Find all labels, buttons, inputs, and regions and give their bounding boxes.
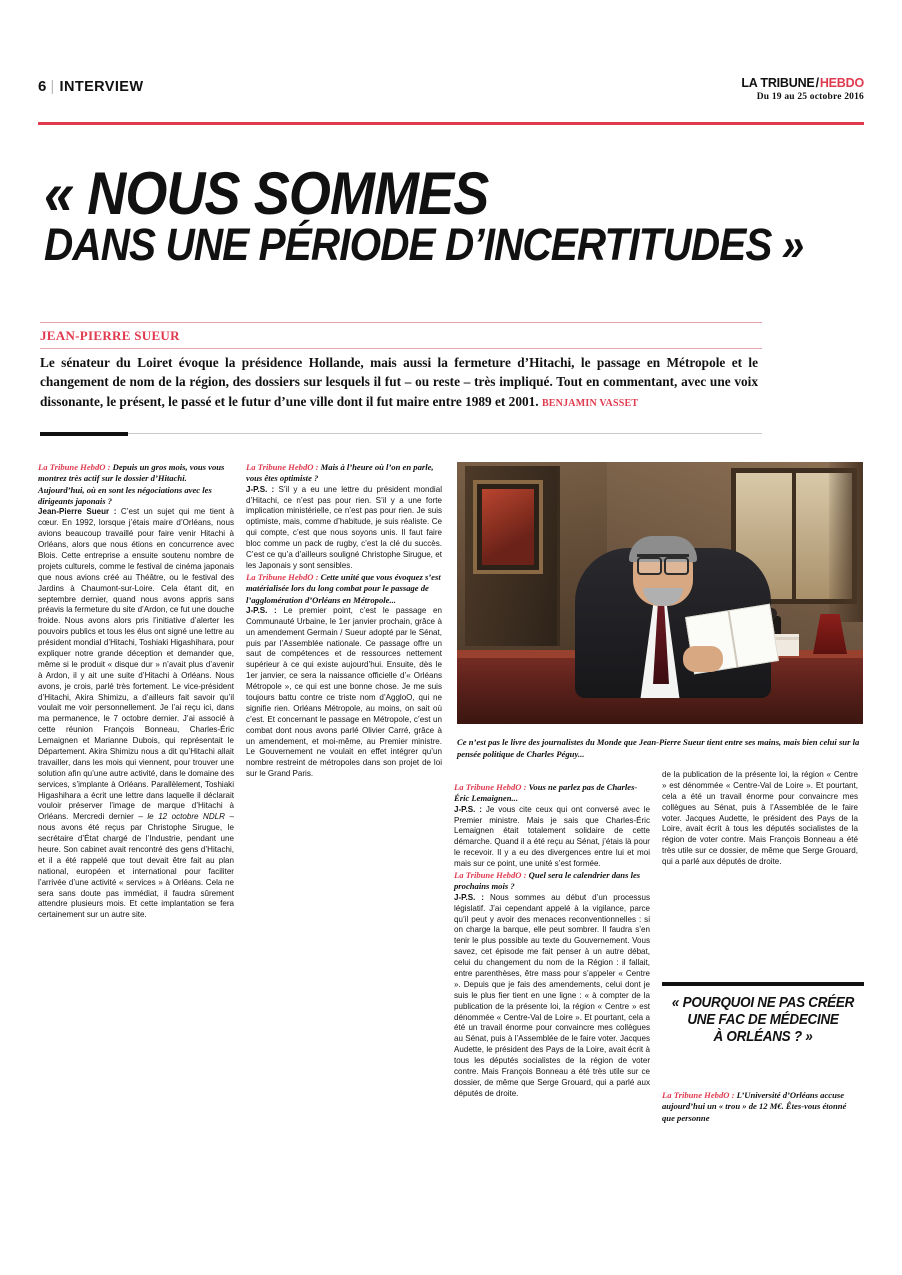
question-text: Quel sera le calendrier dans les prochains mois ? [454,870,641,892]
photo-subject-glasses [637,554,689,572]
pull-quote-line-2: UNE FAC DE MÉDECINE [687,1011,839,1028]
article-column-2 [246,462,442,1192]
section-label: INTERVIEW [59,79,144,95]
answer-text: C’est un sujet qui me tient à cœur. En 1992, lorsque j’étais maire d’Orléans, nous avions beaucoup travaillé pour faire venir Hitachi à Orléans, alors que nous étions en concurrence avec Blois. Cette entreprise a ensuite soutenu nombre de projets culturels, comme le festival de cinéma japonais que nous avions créé au Théâtre, ou le festival des Jardins à Chaumont-sur-Loire. Cela étant dit, en septembre dernier, quand nous avons appris sans préavis la fermeture du site d’Ardon, ce fut une douche froide. Nous avons alors pris l’initiative d’alerter les pouvoirs publics et tous les élus ont signé une lettre au président mondial d’Hitachi, Toshiaki Higashihara, pour expliquer notre grande déception et demander que, même si le produit « disque dur » n’avait plus d’avenir à Ardon, il y ait une suite d’Hitachi à Orléans. Nous avons, je crois, parlé très fortement. Le vice-président d’Hitachi, Akira Shimizu, a d’ailleurs fait savoir qu’il voulait me voir personnellement. Je l’ai reçu ici, dans ma permanence, le 7 octobre dernier. J’ai associé à cette réunion François Bonneau, Charles-Éric Lemaignen et Marianne Dubois, qui représentait le Département. Akira Shimizu nous a dit qu’Hitachi allait travailler, dans les mois qui viennent, pour trouver une solution afin qu’une autre activité, dans le domaine des services, s’implante à Orléans. Parallèlement, Toshiaki Higashihara a écrit une lettre dans laquelle il déclarait vouloir préserver l’image de marque d’Hitachi à Orléans. Mercredi dernier – [38,507,234,822]
answer-text: S’il y a eu une lettre du président mondial d’Hitachi, ce n’est pas pour rien. S’il y a une forte implication ministérielle, ce n’est pas pour rien. Je suis optimiste, mais, comme d’habitude, je suis réaliste. Ce qui compte, c’est que nous soyons unis. Il faut faire bloc comme un pack de rugby, c’est la clé du succès. C’est ce qu’a d’ailleurs souligné Christophe Sirugue, et les Japonais y sont sensibles. [246,484,442,570]
question-label: La Tribune HebdO : [454,870,527,881]
question-2 [246,462,442,485]
question-6 [662,1090,858,1124]
question-text: L’Université d’Orléans accuse aujourd’hui un « trou » de 12 M€. Êtes-vous étonné que personne [662,1090,847,1123]
pull-quote-line-3: À ORLÉANS ? » [713,1028,813,1045]
question-text: Vous ne parlez pas de Charles-Éric Lemaignen... [454,782,638,804]
pull-quote-text [669,995,857,1045]
headline-line-1: « NOUS SOMMES [44,160,489,227]
question-label: La Tribune HebdO : [38,462,111,472]
question-text: Depuis un gros mois, vous vous montrez très actif sur le dossier d’Hitachi. Aujourd’hui, où en sont les négociations avec les dirigeants japonais ? [38,462,225,507]
answer-ndlr: le 12 octobre NDLR [147,812,225,822]
question-text: Cette unité que vous évoquez s’est matérialisée lors du long combat pour le passage de l’agglomération d’Orléans en Métropole... [246,571,441,605]
standfirst-rule-top [40,322,762,323]
answer-2 [246,485,442,572]
question-1 [38,462,234,507]
author-credit: BENJAMIN VASSET [541,397,639,409]
photo-caption: Ce n’est pas le livre des journalistes du Monde que Jean-Pierre Sueur tient entre ses mains, mais bien celui sur la pensée politique de Charles Péguy... [457,737,860,760]
photo-curtain [829,462,863,622]
question-label: La Tribune HebdO : [246,571,319,582]
answer-5 [454,893,650,1100]
photo-subject-hands [683,646,723,672]
page-title [44,160,804,270]
dateline: Du 19 au 25 octobre 2016 [756,92,864,102]
answer-speaker: J-P.S. : [246,605,277,615]
answer-text: Le premier point, c’est le passage en Communauté Urbaine, le 1er janvier prochain, grâce à un amendement Germain / Sueur adopté par le Sénat, puis par l’Assemblée nationale. Ce passage offre un saut de compétences et de ressources nettement supérieur à ce qui existe aujourd’hui. Ensuite, dès le 1er janvier, ce sera la naissance officielle d’« Orléans Métropole », ce qui est une bonne chose. Je me suis toujours battu contre ce triste nom d’AggloO, qui ne signifie rien. Orléans Métropole, au moins, on sait où c’est. Et concernant le passage en Métropole, c’est un combat dont nous avons parlé Olivier Carré, grâce à un amendement, et moi-même, au Premier ministre. Le Gouvernement ne voulait en effet intégrer qu’un nombre restreint de métropoles dans son projet de loi sur le Grand Paris. [246,605,442,779]
folio-divider: | [50,79,55,95]
question-label: La Tribune HebdO : [662,1090,735,1100]
article-column-5 [662,1090,858,1190]
header-rule [38,122,864,125]
question-text: Mais à l’heure où l’on en parle, vous êtes optimiste ? [246,462,434,484]
article-column-4 [662,770,858,960]
brand-title [741,76,864,90]
article-column-3 [454,782,650,1192]
brand-slash: / [815,76,819,90]
answer-speaker: J-P.S. : [454,892,484,902]
answer-text-continued: de la publication de la présente loi, la région « Centre » est dénommée « Centre-Val de Loire ». Et pourtant, cela a été un travail énorme pour convaincre mes collègues au Sénat, puis à l’Assemblée de le faire voter. Jacques Audette, le président des Pays de la Loire, avait écrit à tous les députés socialistes de la région de voter contre. Mais François Bonneau a été très utile sur ce dossier, de même que Serge Grouard, qui a parlé aux députés de droite. [662,770,858,867]
pull-quote [662,982,864,1045]
answer-speaker: Jean-Pierre Sueur : [38,507,117,517]
answer-3 [246,606,442,780]
answer-speaker: J-P.S. : [246,484,275,494]
byline-rule-thick [40,432,128,436]
answer-text: Je vous cite ceux qui ont conversé avec le Premier ministre. Mais je sais que Charles-Éric Lemaignen était totalement solidaire de cette démarche. Quand il a été reçu au Sénat, j’étais là pour le recevoir. Il y a eu des divergences entre lui et moi mais sur ce point, une unité s’est formée. [454,804,650,869]
answer-4 [454,805,650,870]
headline-line-2: DANS UNE PÉRIODE D’INCERTITUDES » [44,218,804,270]
question-label: La Tribune HebdO : [454,782,527,792]
question-4 [454,782,650,805]
answer-1 [38,507,234,921]
page-number: 6 [38,78,47,95]
answer-5-continued [662,770,858,868]
answer-speaker: J-P.S. : [454,804,482,814]
masthead [38,78,864,120]
brand-accent: HEBDO [819,76,864,90]
photo-wall-frame [473,480,543,574]
answer-text: Nous sommes au début d’un processus législatif. J’ai cependant appelé à la vigilance, parce qu’il peut y avoir des menaces reconventionnelles : si on charge la barque, elle peut sombrer. Il faudra s’en tenir le plus possible au texte du Gouvernement. Vous savez, cet épisode me fait penser à un autre débat, celui du changement du nom de la Région : il fallait, entre parenthèses, être mass pour s’appeler « Centre ». Depuis que je fais des amendements, celui dont je suis le plus fier tient en une ligne : « à compter de la publication de la présente loi, la région « Centre » est dénommée « Centre-Val de Loire ». Et pourtant, cela a été un travail énorme pour convaincre mes collègues au Sénat, puis à l’Assemblée de le faire voter. Jacques Audette, le président des Pays de la Loire, avait écrit à tous les députés socialistes de la région de voter contre. Mais François Bonneau a été très utile sur ce dossier, de même que Serge Grouard, qui a parlé aux députés de droite. [454,892,650,1098]
question-label: La Tribune HebdO : [246,462,319,472]
article-column-1 [38,462,234,1192]
photo-frame-art [482,489,534,565]
pull-quote-rule-top [662,982,864,986]
interviewee-name: JEAN-PIERRE SUEUR [40,328,180,343]
standfirst [40,353,758,411]
question-3 [246,572,442,606]
standfirst-rule-bottom [40,348,762,349]
byline-rule-thin [128,433,762,434]
brand-main: LA TRIBUNE [741,76,815,90]
standfirst-text: Le sénateur du Loiret évoque la présidence Hollande, mais aussi la fermeture d’Hitachi, le passage en Métropole et le changement de nom de la région, des dossiers sur lesquels il fut – ou reste – très impliqué. Tout en commentant, avec une voix dissonante, le présent, le passé et le futur d’une ville dont il fut maire entre 1989 et 2001. [40,355,758,409]
brand-block [741,76,864,102]
interview-photo [457,462,863,724]
answer-text-tail: – nous avons été reçus par Christophe Sirugue, le secrétaire d’État chargé de l’Industrie, pendant une heure. Son cabinet avait rencontré des gens d’Hitachi, et il a été rappelé que tout devait être fait au plan national, européen et international pour faciliter l’arrivée d’une activité « services » à Orléans. Cela ne sera sans doute pas immédiat, il faudra sûrement attendre plusieurs mois. Et cette implantation se fera certainement sur un autre site. [38,812,234,920]
question-5 [454,870,650,893]
pull-quote-line-1: « POURQUOI NE PAS CRÉER [671,995,855,1011]
folio [38,78,143,95]
